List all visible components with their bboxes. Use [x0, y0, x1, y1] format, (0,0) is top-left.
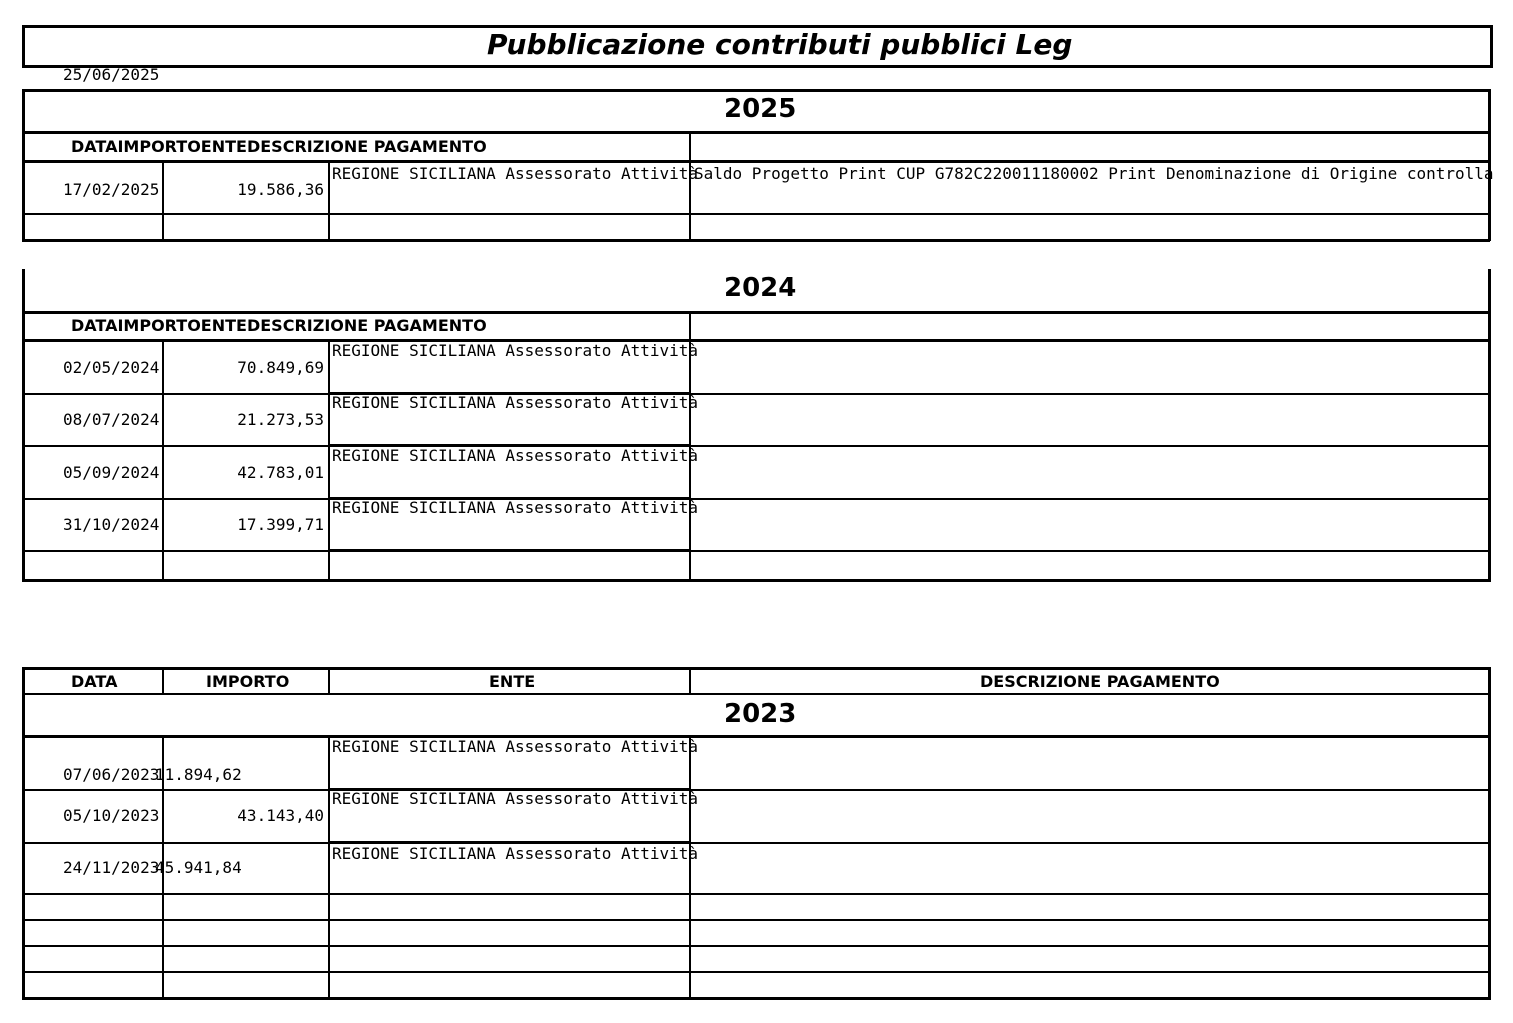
year-heading-2023: 2023: [724, 699, 797, 729]
column-header-combined: DATAIMPORTOENTEDESCRIZIONE PAGAMENTO: [71, 137, 487, 156]
row-date: 05/10/2023: [63, 806, 160, 825]
row-entity: REGIONE SICILIANA Assessorato Attività: [332, 737, 699, 756]
column-header-data: DATA: [71, 672, 118, 691]
row-description: Saldo Progetto Print CUP G782C220011180002 Print Denominazione di Origine controlla: [694, 164, 1494, 183]
year-heading-2025: 2025: [724, 94, 797, 124]
row-amount: 70.849,69: [237, 358, 324, 377]
column-header-importo: IMPORTO: [206, 672, 290, 691]
row-date: 07/06/2023: [63, 765, 160, 784]
row-amount: 43.143,40: [237, 806, 324, 825]
row-amount: 11.894,62: [155, 765, 242, 784]
row-date: 24/11/2023: [63, 858, 160, 877]
row-entity: REGIONE SICILIANA Assessorato Attività: [332, 446, 699, 465]
row-amount: 19.586,36: [237, 180, 324, 199]
row-date: 31/10/2024: [63, 515, 160, 534]
column-header-combined: DATAIMPORTOENTEDESCRIZIONE PAGAMENTO: [71, 316, 487, 335]
row-date: 08/07/2024: [63, 410, 160, 429]
year-heading-2024: 2024: [724, 273, 797, 303]
row-entity: REGIONE SICILIANA Assessorato Attività: [332, 393, 699, 412]
row-entity: REGIONE SICILIANA Assessorato Attività: [332, 341, 699, 360]
row-entity: REGIONE SICILIANA Assessorato Attività: [332, 164, 699, 183]
row-amount: 21.273,53: [237, 410, 324, 429]
row-amount: 17.399,71: [237, 515, 324, 534]
row-entity: REGIONE SICILIANA Assessorato Attività: [332, 844, 699, 863]
column-header-ente: ENTE: [489, 672, 536, 691]
column-header-descrizione: DESCRIZIONE PAGAMENTO: [980, 672, 1220, 691]
title-box: [22, 25, 1493, 68]
row-amount: 42.783,01: [237, 463, 324, 482]
row-date: 05/09/2024: [63, 463, 160, 482]
row-amount: 45.941,84: [155, 858, 242, 877]
row-date: 17/02/2025: [63, 180, 160, 199]
row-date: 02/05/2024: [63, 358, 160, 377]
row-entity: REGIONE SICILIANA Assessorato Attività: [332, 498, 699, 517]
publication-date: 25/06/2025: [63, 65, 160, 84]
page-title: Pubblicazione contributi pubblici Leg: [487, 28, 1073, 61]
row-entity: REGIONE SICILIANA Assessorato Attività: [332, 789, 699, 808]
